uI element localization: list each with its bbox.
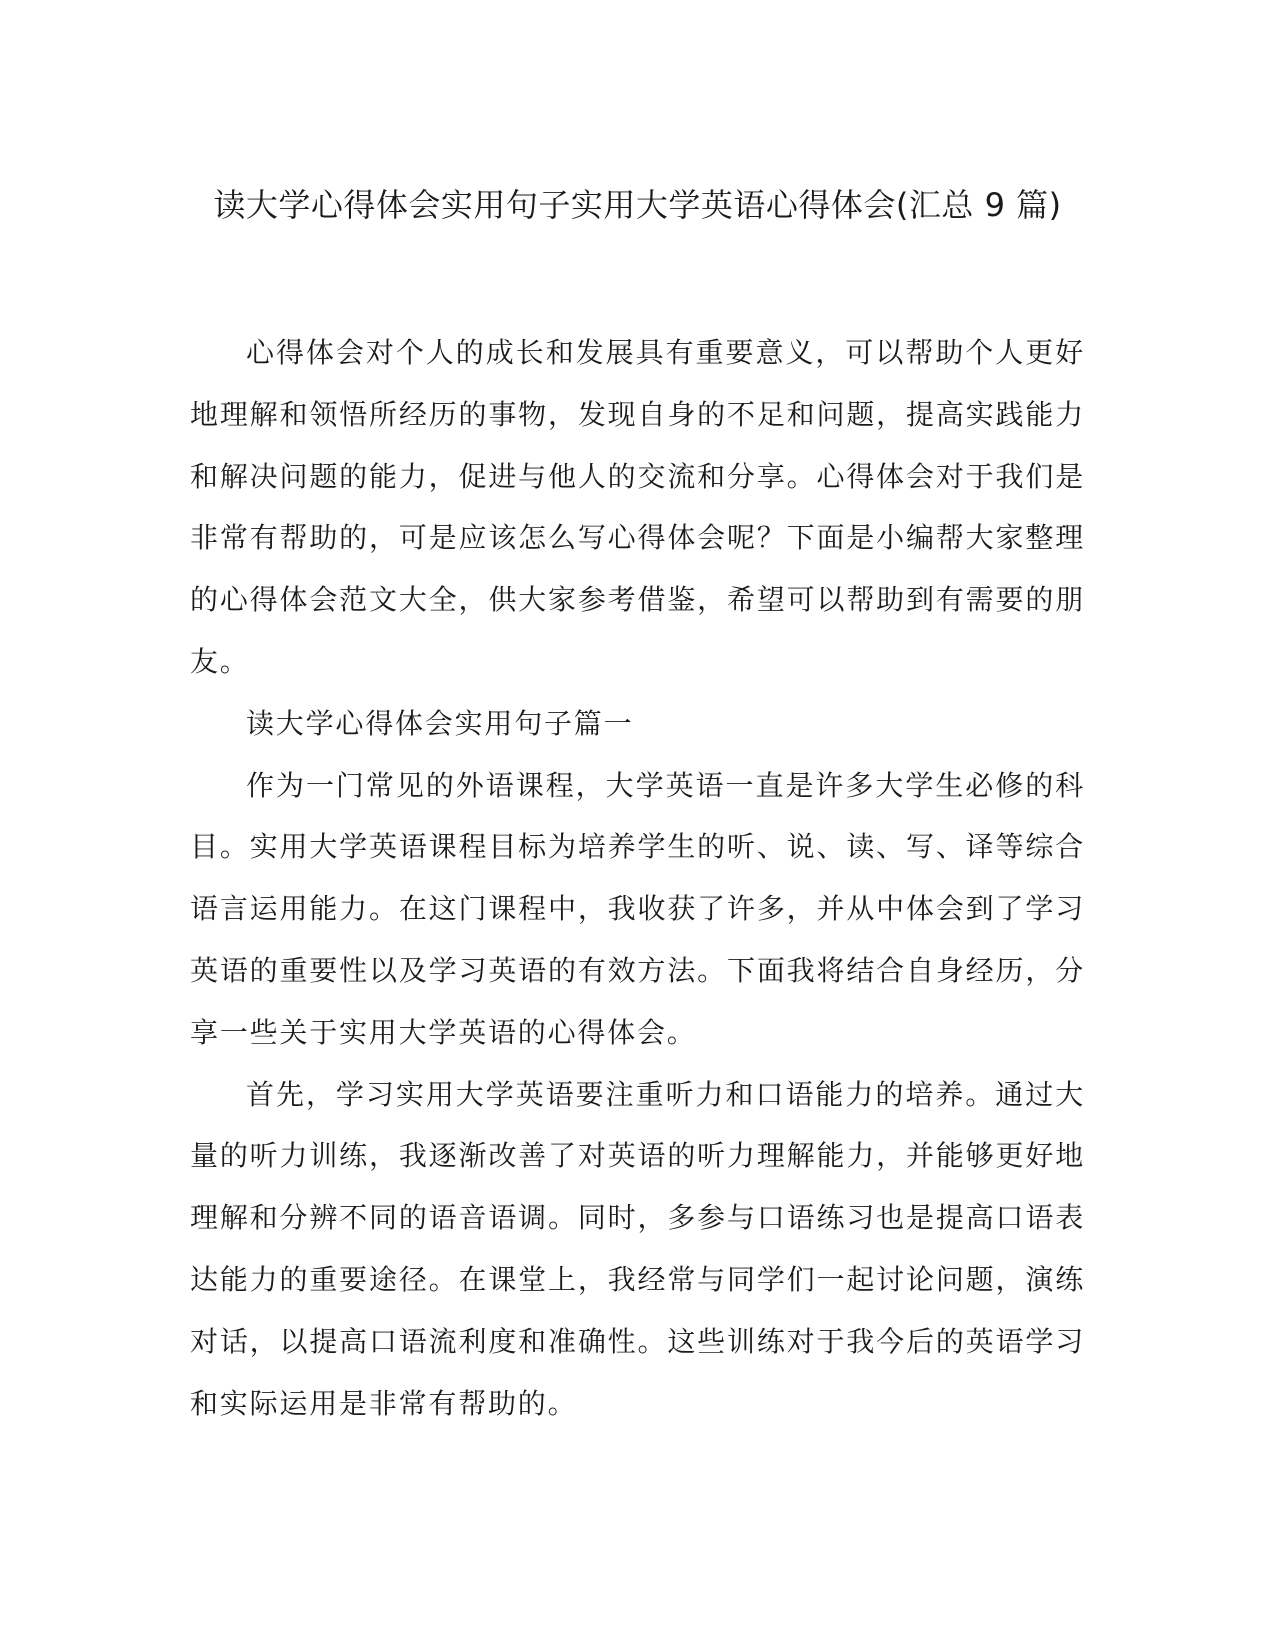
intro-paragraph: 心得体会对个人的成长和发展具有重要意义，可以帮助个人更好地理解和领悟所经历的事物，发现自身的不足和问题，提高实践能力和解决问题的能力，促进与他人的交流和分享。心得体会对于我们是非常有帮助的，可是应该怎么写心得体会呢？下面是小编帮大家整理的心得体会范文大全，供大家参考借鉴，希望可以帮助到有需要的朋友。 bbox=[190, 336, 1085, 678]
document-title: 读大学心得体会实用句子实用大学英语心得体会(汇总 9 篇) bbox=[213, 186, 1062, 224]
body-paragraph: 首先，学习实用大学英语要注重听力和口语能力的培养。通过大量的听力训练，我逐渐改善了对英语的听力理解能力，并能够更好地理解和分辨不同的语音语调。同时，多参与口语练习也是提高口语表达能力的重要途径。在课堂上，我经常与同学们一起讨论问题，演练对话，以提高口语流利度和准确性。这些训练对于我今后的英语学习和实际运用是非常有帮助的。 bbox=[190, 1077, 1085, 1420]
section-heading: 读大学心得体会实用句子篇一 bbox=[246, 706, 634, 740]
body-paragraph: 作为一门常见的外语课程，大学英语一直是许多大学生必修的科目。实用大学英语课程目标为培养学生的听、说、读、写、译等综合语言运用能力。在这门课程中，我收获了许多，并从中体会到了学习英语的重要性以及学习英语的有效方法。下面我将结合自身经历，分享一些关于实用大学英语的心得体会。 bbox=[190, 768, 1085, 1049]
document-body bbox=[190, 322, 1085, 1434]
